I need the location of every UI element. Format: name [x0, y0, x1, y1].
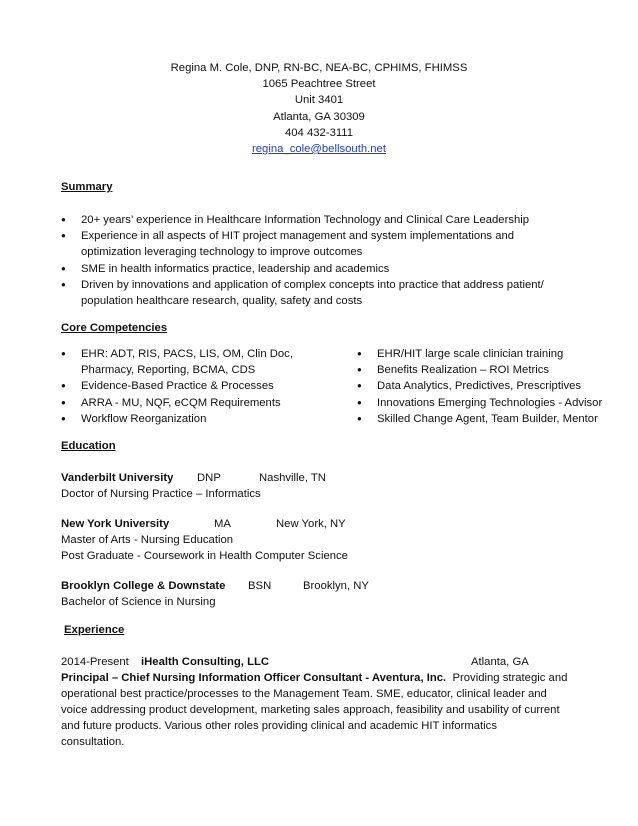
competency-item: ● Benefits Realization – ROI Metrics: [357, 362, 602, 378]
school-degree: MA: [214, 518, 231, 530]
experience-heading: Experience: [64, 624, 125, 636]
competency-item: ● Innovations Emerging Technologies - Advisor: [357, 395, 602, 411]
education-heading: Education: [61, 440, 116, 452]
job-description: Providing strategic and: [452, 672, 568, 684]
contact-header: [0, 60, 638, 157]
job-location: Atlanta, GA: [471, 656, 529, 668]
street-address: 1065 Peachtree Street: [262, 78, 376, 91]
phone-number: 404 432-3111: [284, 126, 354, 139]
summary-item: ● Experience in all aspects of HIT project management and system implementations and optimization leveraging technology to improve outcomes: [61, 228, 544, 260]
city-state-zip: Atlanta, GA 30309: [273, 110, 365, 123]
unit-number: Unit 3401: [294, 94, 344, 107]
summary-heading: Summary: [61, 181, 113, 193]
competency-item: ● Skilled Change Agent, Team Builder, Mentor: [357, 411, 602, 427]
competency-item: ● EHR: ADT, RIS, PACS, LIS, OM, Clin Doc, Pharmacy, Reporting, BCMA, CDS: [61, 346, 293, 378]
job-title-line: [61, 670, 567, 686]
job-description: consultation.: [61, 736, 125, 748]
school-detail: Post Graduate - Coursework in Health Computer Science: [61, 550, 348, 562]
school-degree: BSN: [248, 580, 272, 592]
job-description: operational best practice/processes to the Management Team. SME, educator, clinical leader and: [61, 688, 547, 700]
school-detail: Bachelor of Science in Nursing: [61, 596, 216, 608]
competencies-right-list: [357, 346, 602, 427]
competency-item: ● EHR/HIT large scale clinician training: [357, 346, 602, 362]
school-name: New York University: [61, 518, 170, 530]
competency-item: ● ARRA - MU, NQF, eCQM Requirements: [61, 395, 293, 411]
competency-item: ● Data Analytics, Predictives, Prescriptives: [357, 378, 602, 394]
competency-item: ● Workflow Reorganization: [61, 411, 293, 427]
competency-item: ● Evidence-Based Practice & Processes: [61, 378, 293, 394]
email-link[interactable]: regina_cole@bellsouth.net: [252, 143, 386, 156]
job-company: iHealth Consulting, LLC: [141, 656, 270, 668]
school-degree: DNP: [197, 472, 221, 484]
job-description: voice addressing product development, marketing sales approach, feasibility and usability of current: [61, 704, 560, 716]
summary-item: ● SME in health informatics practice, leadership and academics: [61, 261, 544, 277]
job-title: Principal – Chief Nursing Information Officer Consultant - Aventura, Inc.: [61, 672, 447, 684]
competencies-left-list: [61, 346, 293, 427]
job-description: and future products. Various other roles providing clinical and academic HIT informatics: [61, 720, 497, 732]
competencies-heading: Core Competencies: [61, 322, 168, 334]
school-detail: Doctor of Nursing Practice – Informatics: [61, 488, 261, 500]
school-name: Vanderbilt University: [61, 472, 174, 484]
school-location: Nashville, TN: [259, 472, 326, 484]
school-detail: Master of Arts - Nursing Education: [61, 534, 234, 546]
summary-list: [61, 212, 544, 309]
job-dates: 2014-Present: [61, 656, 129, 668]
school-location: New York, NY: [276, 518, 346, 530]
school-location: Brooklyn, NY: [303, 580, 369, 592]
summary-item: ● Driven by innovations and application of complex concepts into practice that address patient/ population healthcare research, quality, safety and costs: [61, 277, 544, 309]
summary-item: ● 20+ years’ experience in Healthcare Information Technology and Clinical Care Leadership: [61, 212, 544, 228]
candidate-name: Regina M. Cole, DNP, RN-BC, NEA-BC, CPHIMS, FHIMSS: [170, 62, 468, 74]
school-name: Brooklyn College & Downstate: [61, 580, 226, 592]
